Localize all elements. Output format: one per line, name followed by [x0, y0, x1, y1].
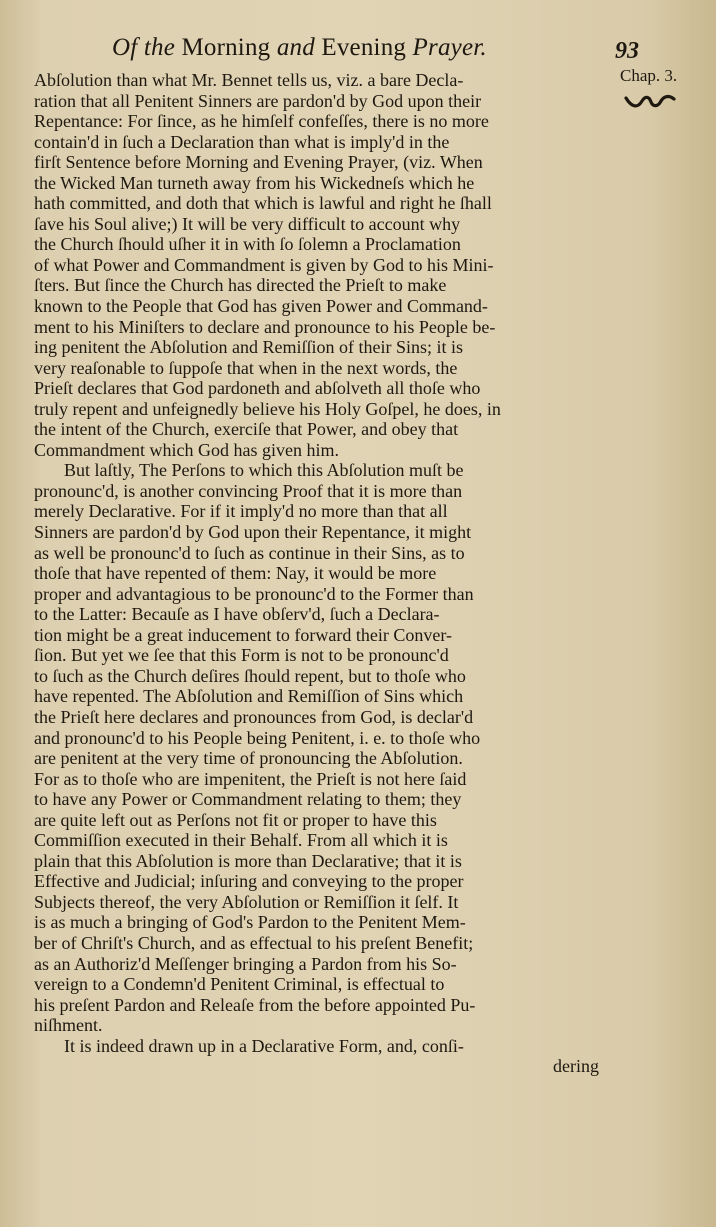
text-line-03: Repentance: For ſince, as he himſelf confeſſes, there is no more	[34, 111, 489, 132]
text-line-14: ing penitent the Abſolution and Remiſſion of their Sins; it is	[34, 337, 463, 358]
title-main: Morning	[181, 34, 271, 61]
text-line-11: ſters. But ſince the Church has directed the Prieſt to make	[34, 275, 447, 296]
text-line-34: are penitent at the very time of pronouncing the Abſolution.	[34, 748, 463, 769]
text-line-39: plain that this Abſolution is more than Declarative; that it is	[34, 850, 462, 871]
text-line-10: of what Power and Commandment is given by God to his Mini-	[34, 254, 494, 275]
text-line-47: niſhment.	[34, 1015, 103, 1036]
text-line-25: thoſe that have repented of them: Nay, it would be more	[34, 563, 437, 584]
text-line-02: ration that all Penitent Sinners are pardon'd by God upon their	[34, 90, 482, 111]
text-line-06: the Wicked Man turneth away from his Wickedneſs which he	[34, 172, 475, 193]
decorative-flourish-icon	[624, 92, 676, 110]
text-line-26: proper and advantagious to be pronounc'd to the Former than	[34, 583, 474, 604]
text-line-27: to the Latter: Becauſe as I have obſerv'd, ſuch a Declara-	[34, 604, 440, 625]
text-line-42: is as much a bringing of God's Pardon to the Penitent Mem-	[34, 912, 466, 933]
text-line-12: known to the People that God has given Power and Command-	[34, 296, 488, 317]
catchword: dering	[553, 1056, 599, 1077]
chapter-margin-note: Chap. 3.	[620, 66, 678, 85]
text-line-45: vereign to a Condemn'd Penitent Criminal, is effectual to	[34, 974, 445, 995]
text-line-15: very reaſonable to ſuppoſe that when in the next words, the	[34, 357, 458, 378]
text-line-35: For as to thoſe who are impenitent, the Prieſt is not here ſaid	[34, 768, 467, 789]
text-line-09: the Church ſhould uſher it in with ſo ſolemn a Proclamation	[34, 234, 461, 255]
text-line-22: merely Declarative. For if it imply'd no more than that all	[34, 501, 448, 522]
text-line-01: Abſolution than what Mr. Bennet tells us, viz. a bare Decla-	[34, 70, 464, 90]
text-line-18: the intent of the Church, exerciſe that Power, and obey that	[34, 419, 459, 440]
page-number: 93	[615, 38, 639, 64]
page-header	[0, 32, 716, 66]
text-line-20: But laſtly, The Perſons to which this Abſolution muſt be	[64, 460, 464, 481]
text-line-36: to have any Power or Commandment relating to them; they	[34, 789, 462, 810]
title-prefix: Of the	[112, 34, 175, 61]
title-evening: Evening	[321, 34, 407, 61]
text-line-32: the Prieſt here declares and pronounces from God, is declar'd	[34, 706, 474, 727]
text-line-41: Subjects thereof, the very Abſolution or Remiſſion it ſelf. It	[34, 891, 459, 912]
text-line-23: Sinners are pardon'd by God upon their Repentance, it might	[34, 522, 472, 543]
text-line-30: to ſuch as the Church deſires ſhould repent, but to thoſe who	[34, 665, 466, 686]
text-line-38: Commiſſion executed in their Behalf. From all which it is	[34, 830, 448, 851]
text-line-37: are quite left out as Perſons not fit or proper to have this	[34, 809, 437, 830]
text-line-28: tion might be a great inducement to forward their Conver-	[34, 624, 453, 645]
text-line-05: firſt Sentence before Morning and Evening Prayer, (viz. When	[34, 152, 483, 173]
text-line-29: ſion. But yet we ſee that this Form is not to be pronounc'd	[34, 645, 449, 666]
text-line-07: hath committed, and doth that which is lawful and right he ſhall	[34, 193, 492, 214]
text-line-08: ſave his Soul alive;) It will be very difficult to account why	[34, 213, 461, 234]
text-line-17: truly repent and unfeignedly believe his Holy Goſpel, he does, in	[34, 398, 501, 419]
text-line-13: ment to his Miniſters to declare and pronounce to his People be-	[34, 316, 496, 337]
text-line-48: It is indeed drawn up in a Declarative Form, and, conſi-	[64, 1035, 464, 1056]
text-line-21: pronounc'd, is another convincing Proof that it is more than	[34, 480, 463, 501]
running-title	[112, 34, 487, 62]
text-line-16: Prieſt declares that God pardoneth and abſolveth all thoſe who	[34, 378, 481, 399]
text-line-46: his preſent Pardon and Releaſe from the before appointed Pu-	[34, 994, 476, 1015]
text-line-24: as well be pronounc'd to ſuch as continue in their Sins, as to	[34, 542, 465, 563]
text-line-43: ber of Chriſt's Church, and as effectual to his preſent Benefit;	[34, 932, 474, 953]
text-line-33: and pronounc'd to his People being Penitent, i. e. to thoſe who	[34, 727, 481, 748]
title-and: and	[276, 34, 315, 61]
text-line-04: contain'd in ſuch a Declaration than what is imply'd in the	[34, 131, 450, 152]
text-line-40: Effective and Judicial; inſuring and conveying to the proper	[34, 871, 464, 892]
text-line-44: as an Authoriz'd Meſſenger bringing a Pardon from his So-	[34, 953, 457, 974]
text-line-31: have repented. The Abſolution and Remiſſion of Sins which	[34, 686, 464, 707]
text-line-19: Commandment which God has given him.	[34, 439, 339, 460]
body-text	[34, 70, 599, 1077]
title-prayer: Prayer.	[412, 34, 487, 61]
